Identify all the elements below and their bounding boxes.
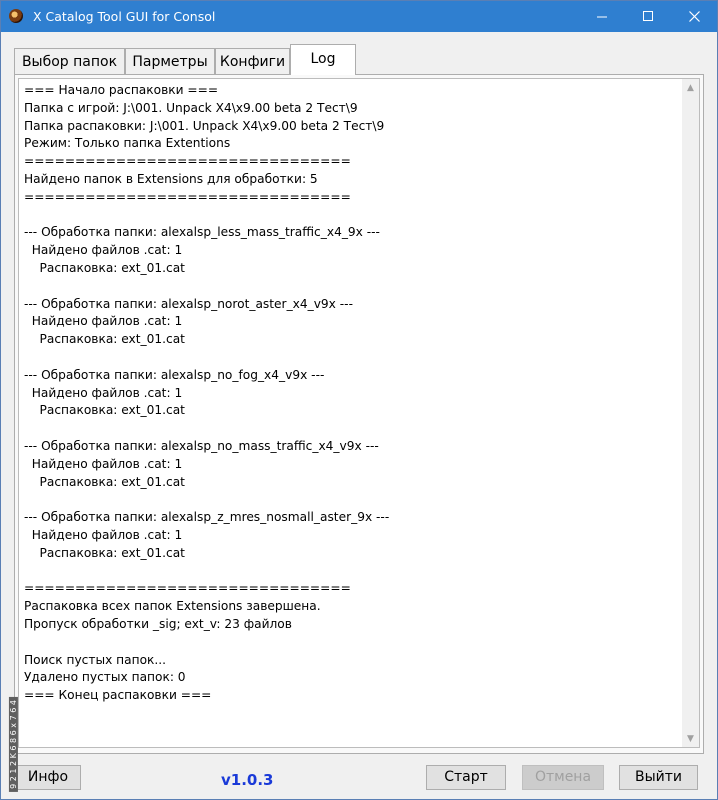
log-line: --- Обработка папки: alexalsp_less_mass_traffic_x4_9x --- bbox=[24, 225, 380, 240]
log-line bbox=[24, 278, 677, 296]
log-scrollbar[interactable] bbox=[682, 79, 699, 747]
version-label: v1.0.3 bbox=[221, 771, 274, 789]
log-line: Найдено папок в Extensions для обработки: 5 bbox=[24, 171, 318, 186]
maximize-button[interactable] bbox=[625, 1, 671, 32]
log-line: Поиск пустых папок... bbox=[24, 652, 167, 667]
log-line bbox=[24, 634, 677, 652]
log-line: --- Обработка папки: alexalsp_norot_aster_x4_v9x --- bbox=[24, 296, 353, 311]
log-line: === Конец распаковки === bbox=[24, 688, 212, 703]
tab-parameters[interactable] bbox=[125, 48, 215, 74]
log-line: ================================ bbox=[24, 581, 351, 596]
log-line bbox=[24, 207, 677, 225]
log-line: Найдено файлов .cat: 1 bbox=[24, 527, 183, 542]
maximize-icon bbox=[643, 11, 654, 22]
title-bar[interactable] bbox=[1, 1, 717, 32]
log-text bbox=[24, 82, 677, 705]
exit-button[interactable]: Выйти bbox=[619, 765, 698, 790]
scroll-up-icon[interactable]: ▲ bbox=[687, 82, 694, 93]
log-line: Распаковка всех папок Extensions завершена. bbox=[24, 599, 321, 614]
log-line bbox=[24, 491, 677, 509]
log-line: Найдено файлов .cat: 1 bbox=[24, 456, 183, 471]
tab-folder-select[interactable] bbox=[14, 48, 125, 74]
tab-configs[interactable] bbox=[215, 48, 290, 74]
log-line bbox=[24, 349, 677, 367]
tab-configs-label: Конфиги bbox=[219, 54, 286, 70]
log-line: Режим: Только папка Extentions bbox=[24, 136, 231, 151]
log-line: === Начало распаковки === bbox=[24, 83, 219, 97]
app-logo-icon bbox=[9, 9, 23, 23]
close-button[interactable] bbox=[671, 1, 717, 32]
log-line: Пропуск обработки _sig; ext_v: 23 файлов bbox=[24, 616, 292, 631]
log-line: ================================ bbox=[24, 189, 351, 204]
tab-log[interactable] bbox=[290, 44, 356, 75]
log-line: Папка с игрой: J:\001. Unpack X4\x9.00 beta 2 Тест\9 bbox=[24, 100, 358, 115]
side-watermark-label: 9 2 1 2 K 6 8 6 x 7 6 4 bbox=[9, 697, 18, 792]
log-output[interactable] bbox=[18, 78, 700, 748]
log-line bbox=[24, 563, 677, 581]
close-icon bbox=[689, 11, 700, 22]
tab-log-label: Log bbox=[310, 51, 336, 67]
log-line: Найдено файлов .cat: 1 bbox=[24, 243, 183, 258]
log-line: Удалено пустых папок: 0 bbox=[24, 670, 186, 685]
log-line: --- Обработка папки: alexalsp_z_mres_nosmall_aster_9x --- bbox=[24, 510, 390, 525]
log-line: Распаковка: ext_01.cat bbox=[24, 332, 185, 347]
cancel-button[interactable]: Отмена bbox=[522, 765, 604, 790]
scroll-down-icon[interactable]: ▼ bbox=[687, 733, 694, 744]
log-line: --- Обработка папки: alexalsp_no_mass_traffic_x4_v9x --- bbox=[24, 438, 379, 453]
log-line: Найдено файлов .cat: 1 bbox=[24, 385, 183, 400]
tab-folder-select-label: Выбор папок bbox=[21, 54, 118, 70]
log-line: Распаковка: ext_01.cat bbox=[24, 545, 185, 560]
tab-parameters-label: Парметры bbox=[132, 54, 208, 70]
start-button[interactable]: Старт bbox=[426, 765, 506, 790]
log-line: Найдено файлов .cat: 1 bbox=[24, 314, 183, 329]
log-line: --- Обработка папки: alexalsp_no_fog_x4_v9x --- bbox=[24, 367, 325, 382]
log-line: Распаковка: ext_01.cat bbox=[24, 474, 185, 489]
info-button[interactable]: Инфо bbox=[15, 765, 81, 790]
log-line: Распаковка: ext_01.cat bbox=[24, 260, 185, 275]
log-line: Распаковка: ext_01.cat bbox=[24, 403, 185, 418]
log-line: ================================ bbox=[24, 154, 351, 169]
log-line bbox=[24, 420, 677, 438]
window-title: X Catalog Tool GUI for Consol bbox=[33, 9, 216, 24]
log-line: Папка распаковки: J:\001. Unpack X4\x9.00 beta 2 Тест\9 bbox=[24, 118, 385, 133]
minimize-button[interactable] bbox=[579, 1, 625, 32]
minimize-icon bbox=[597, 11, 608, 22]
